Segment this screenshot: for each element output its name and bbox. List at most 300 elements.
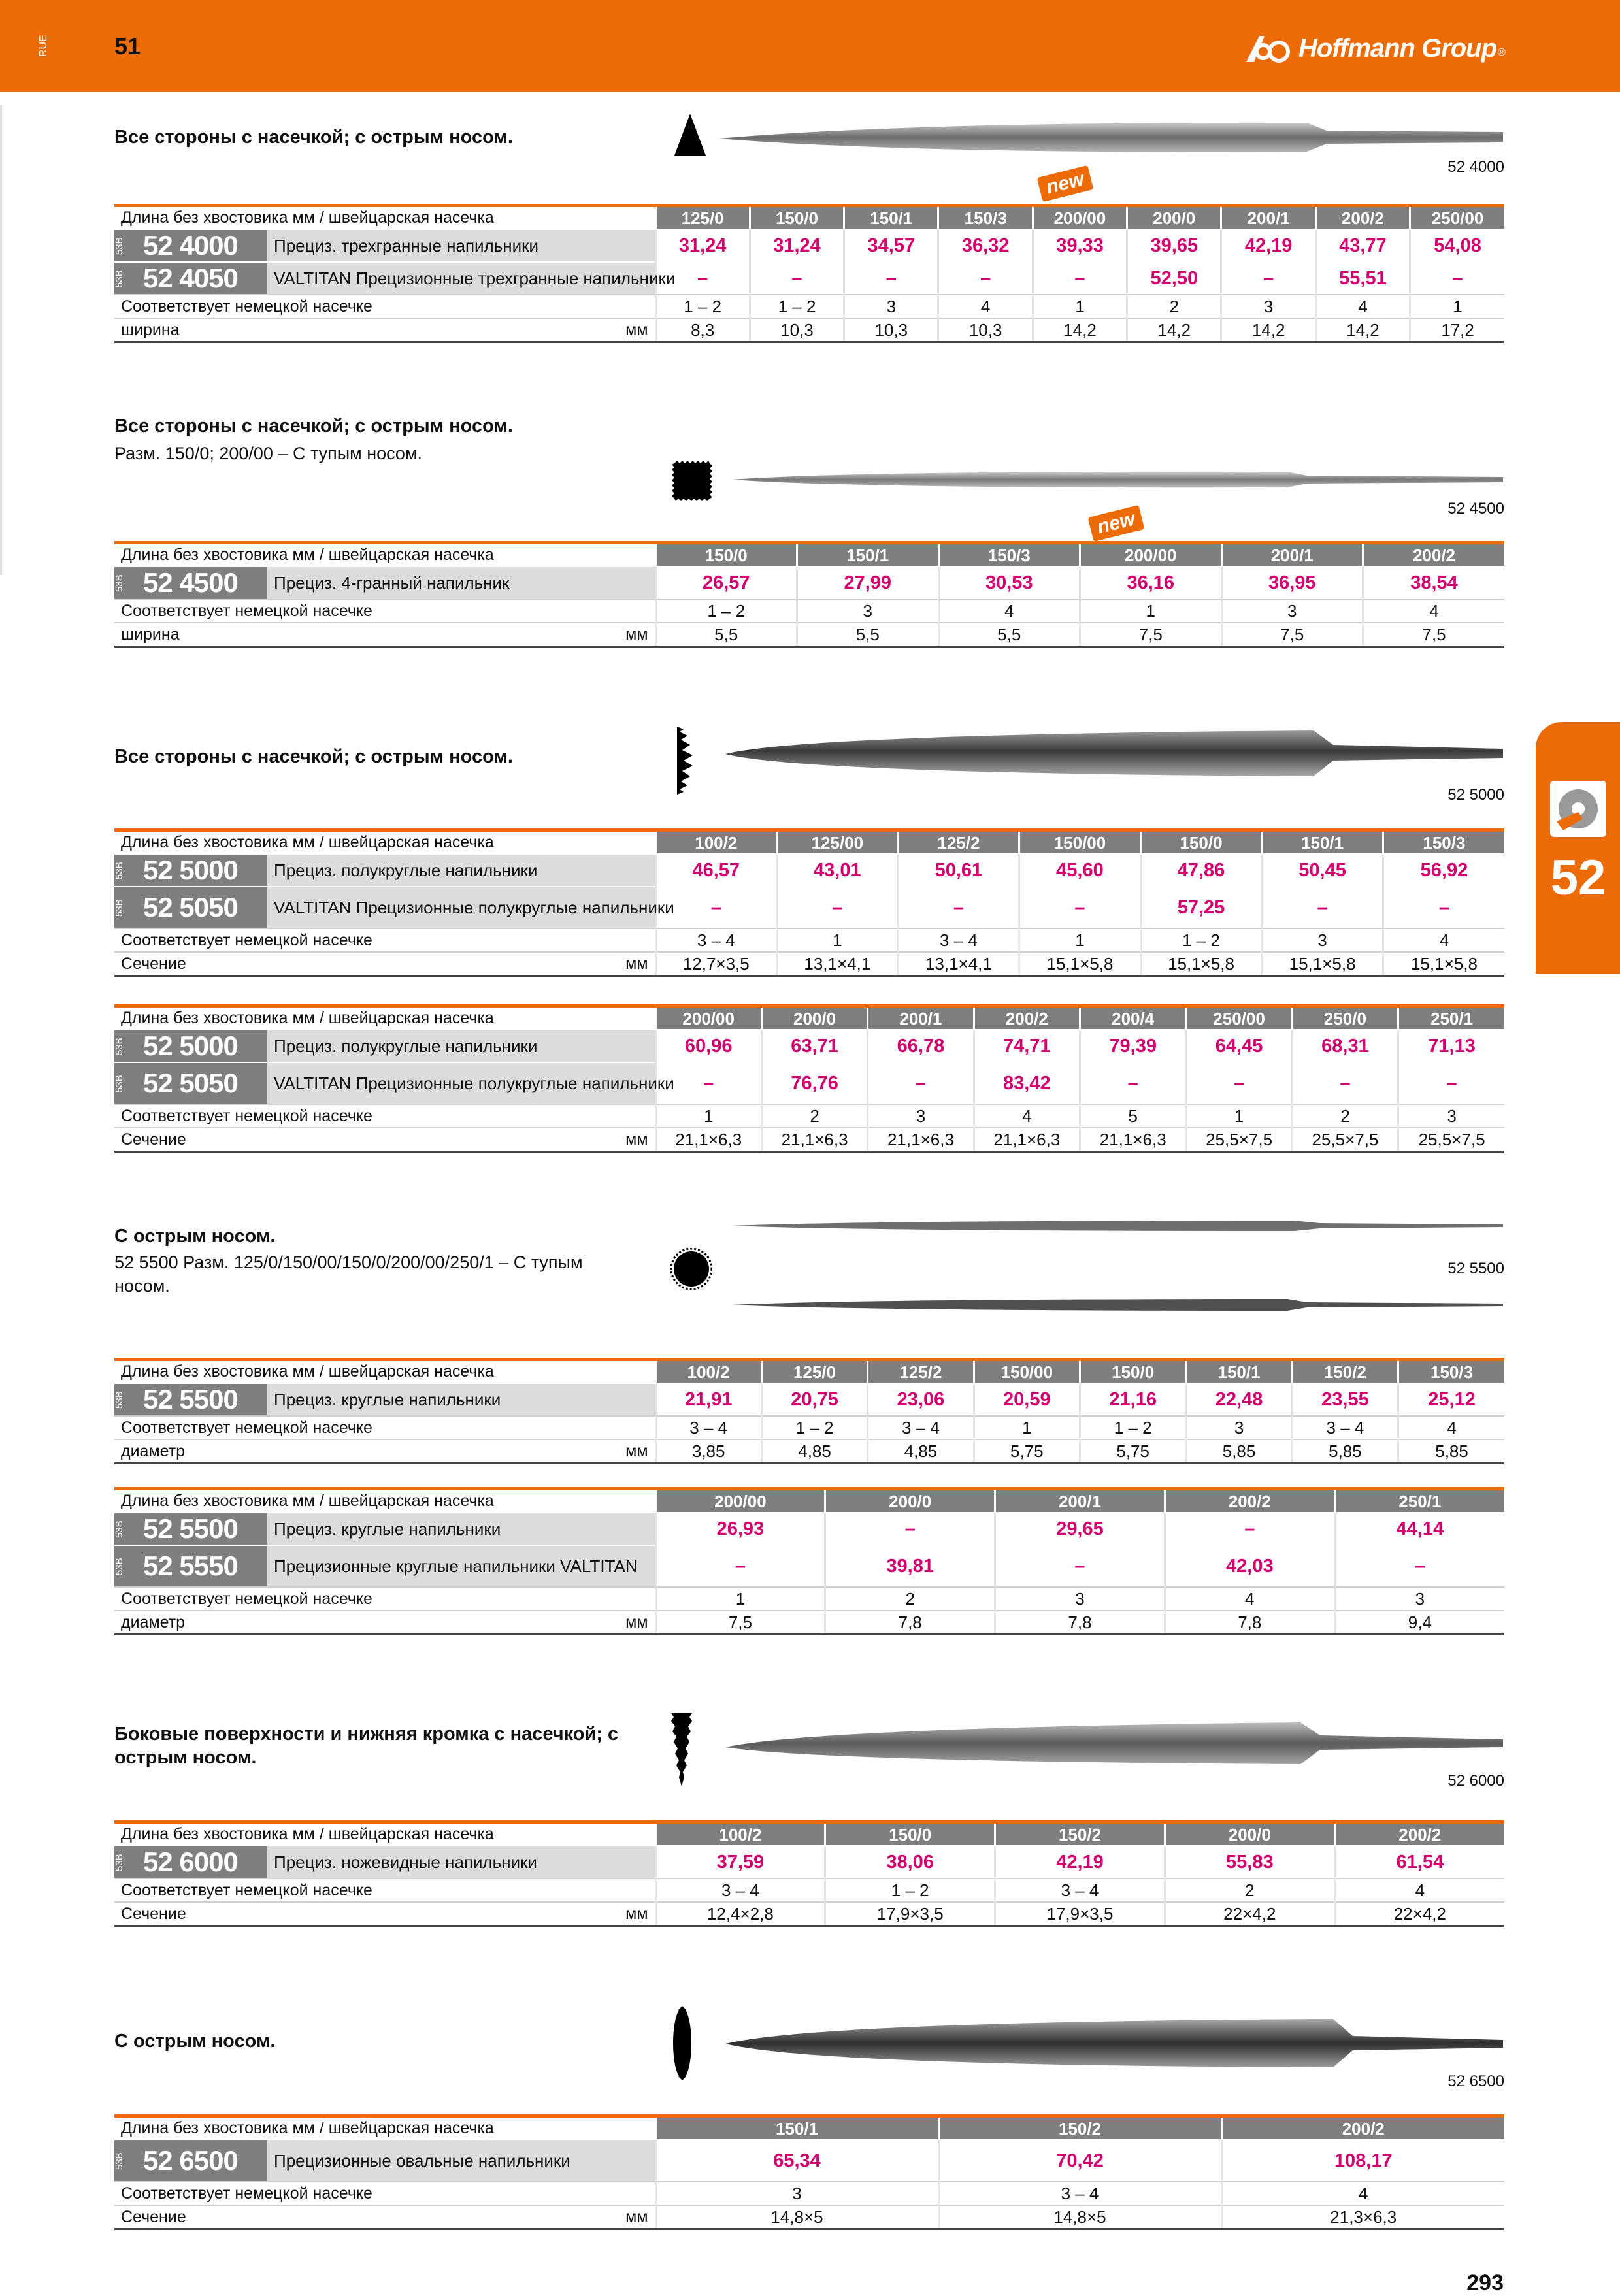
code-label: 53B: [114, 1854, 125, 1871]
article-code: 52 4500: [143, 567, 238, 598]
half-round-profile-icon: [668, 725, 694, 796]
matches-cell: 4: [1315, 295, 1410, 318]
language-code: RUE: [38, 35, 49, 57]
size-cell: 150/2: [995, 1822, 1165, 1846]
dimension-cell: 7,8: [995, 1611, 1165, 1635]
dimension-cell: 17,9×3,5: [995, 1902, 1165, 1926]
size-cell: 150/0: [655, 543, 797, 567]
spec-table: [114, 1358, 1504, 1464]
code-label: 53B: [114, 270, 125, 287]
code-label: 53B: [114, 862, 125, 879]
price-cell: 60,96: [655, 1030, 761, 1062]
dimension-cell: 4,85: [868, 1439, 974, 1464]
brand-name: Hoffmann Group: [1298, 33, 1497, 63]
size-header-row: [114, 206, 1504, 230]
dimension-row: [114, 1902, 1504, 1926]
price-cell: 47,86: [1140, 854, 1262, 887]
matches-row: [114, 1878, 1504, 1902]
dimension-label: ширина: [121, 320, 180, 339]
price-cell: 42,19: [995, 1846, 1165, 1878]
price-cell: 20,75: [761, 1383, 867, 1416]
left-margin-line: [0, 105, 2, 575]
file-image: [732, 1215, 1504, 1236]
price-cell: –: [1186, 1062, 1292, 1104]
matches-label: Соответствует немецкой насечке: [114, 1104, 655, 1128]
article-code: 52 6000: [143, 1846, 238, 1877]
dimension-cell: 13,1×4,1: [777, 952, 899, 976]
price-cell: 42,19: [1221, 229, 1315, 262]
section-heading: С острым носом.: [114, 1226, 276, 1247]
price-cell: 56,92: [1383, 854, 1504, 887]
size-cell: 150/1: [1186, 1360, 1292, 1384]
length-label: Длина без хвостовика мм / швейцарская насечка: [114, 1006, 655, 1030]
size-cell: 200/00: [1080, 543, 1222, 567]
dimension-row: [114, 1128, 1504, 1152]
dimension-label: Сечение: [121, 1904, 186, 1923]
matches-row: [114, 1416, 1504, 1439]
size-cell: 150/3: [1398, 1360, 1504, 1384]
product-row: [114, 1030, 1504, 1062]
matches-cell: 3: [1398, 1104, 1504, 1128]
product-row: [114, 1513, 1504, 1545]
product-name: VALTITAN Прецизионные трехгранные напильники: [274, 269, 676, 288]
file-image: [725, 1718, 1504, 1768]
price-cell: 23,55: [1292, 1383, 1398, 1416]
dimension-cell: 5,85: [1292, 1439, 1398, 1464]
size-cell: 150/1: [655, 2116, 938, 2140]
matches-cell: 1: [1080, 599, 1222, 623]
price-cell: 38,54: [1363, 566, 1505, 599]
size-header-row: [114, 1822, 1504, 1846]
matches-cell: 2: [825, 1587, 995, 1611]
section-heading: Все стороны с насечкой; с острым носом.: [114, 746, 513, 767]
price-cell: 71,13: [1398, 1030, 1504, 1062]
size-cell: 150/2: [938, 2116, 1221, 2140]
price-cell: –: [655, 1062, 761, 1104]
spec-table: [114, 828, 1504, 977]
matches-row: [114, 1104, 1504, 1128]
price-cell: 50,45: [1262, 854, 1383, 887]
grinding-disc-icon: [1550, 781, 1606, 837]
unit-label: мм: [625, 2207, 648, 2226]
price-cell: 23,06: [868, 1383, 974, 1416]
product-name: Прецизионные круглые напильники VALTITAN: [274, 1556, 638, 1576]
price-cell: –: [655, 1545, 825, 1587]
dimension-cell: 10,3: [750, 318, 844, 342]
price-cell: 31,24: [655, 229, 750, 262]
price-cell: 55,51: [1315, 262, 1410, 295]
matches-cell: 2: [761, 1104, 867, 1128]
matches-cell: 1: [1019, 928, 1141, 952]
dimension-label: диаметр: [121, 1441, 186, 1460]
size-cell: 200/1: [1221, 206, 1315, 230]
price-cell: 26,93: [655, 1513, 825, 1545]
dimension-cell: 10,3: [938, 318, 1033, 342]
dimension-cell: 7,8: [1165, 1611, 1334, 1635]
price-cell: –: [655, 262, 750, 295]
product-row: [114, 854, 1504, 887]
matches-cell: 3: [1262, 928, 1383, 952]
size-header-row: [114, 2116, 1504, 2140]
product-name: Прециз. полукруглые напильники: [274, 861, 538, 880]
header-bar: [0, 0, 1620, 92]
length-label: Длина без хвостовика мм / швейцарская насечка: [114, 2116, 655, 2140]
price-cell: 25,12: [1398, 1383, 1504, 1416]
price-cell: 29,65: [995, 1513, 1165, 1545]
price-cell: 39,33: [1033, 229, 1127, 262]
size-cell: 150/00: [1019, 830, 1141, 855]
matches-cell: 4: [1383, 928, 1504, 952]
dimension-label: Сечение: [121, 1130, 186, 1149]
dimension-cell: 21,1×6,3: [974, 1128, 1080, 1152]
dimension-row: [114, 623, 1504, 647]
code-label: 53B: [114, 2152, 125, 2170]
matches-cell: 3: [1221, 599, 1363, 623]
dimension-cell: 8,3: [655, 318, 750, 342]
size-cell: 250/1: [1398, 1006, 1504, 1030]
price-cell: –: [1292, 1062, 1398, 1104]
product-name: Прецизионные овальные напильники: [274, 2151, 570, 2171]
unit-label: мм: [625, 1441, 648, 1460]
matches-cell: 3: [868, 1104, 974, 1128]
size-header-row: [114, 543, 1504, 567]
dimension-cell: 22×4,2: [1165, 1902, 1334, 1926]
matches-cell: 3: [995, 1587, 1165, 1611]
length-label: Длина без хвостовика мм / швейцарская насечка: [114, 1489, 655, 1513]
article-code: 52 6500: [143, 2145, 238, 2176]
product-name: VALTITAN Прецизионные полукруглые напильники: [274, 898, 674, 917]
chapter-number: 52: [1550, 850, 1606, 906]
dimension-cell: 14,8×5: [938, 2205, 1221, 2229]
price-cell: 34,57: [844, 229, 938, 262]
dimension-cell: 5,75: [974, 1439, 1080, 1464]
spec-table: [114, 1820, 1504, 1927]
product-name: Прециз. полукруглые напильники: [274, 1036, 538, 1056]
size-cell: 125/0: [655, 206, 750, 230]
matches-cell: 4: [1398, 1416, 1504, 1439]
size-cell: 125/2: [898, 830, 1019, 855]
price-cell: 42,03: [1165, 1545, 1334, 1587]
knife-profile-icon: [670, 1712, 693, 1788]
size-cell: 200/4: [1080, 1006, 1186, 1030]
matches-cell: 3 – 4: [995, 1878, 1165, 1902]
dimension-cell: 3,85: [655, 1439, 761, 1464]
matches-label: Соответствует немецкой насечке: [114, 1587, 655, 1611]
price-cell: 30,53: [938, 566, 1080, 599]
file-image: [719, 118, 1504, 157]
dimension-cell: 9,4: [1334, 1611, 1504, 1635]
matches-cell: 4: [938, 295, 1033, 318]
price-cell: –: [1398, 1062, 1504, 1104]
size-cell: 150/1: [797, 543, 939, 567]
product-name: VALTITAN Прецизионные полукруглые напильники: [274, 1074, 674, 1093]
triangular-profile-icon: [673, 112, 707, 157]
product-row: [114, 229, 1504, 262]
matches-cell: 2: [1165, 1878, 1334, 1902]
file-image: [725, 2012, 1504, 2071]
file-image: [725, 725, 1504, 780]
price-cell: 50,61: [898, 854, 1019, 887]
page-number-bottom: 293: [1466, 2271, 1504, 2295]
size-cell: 200/0: [825, 1489, 995, 1513]
price-cell: –: [898, 887, 1019, 928]
size-cell: 150/1: [1262, 830, 1383, 855]
length-label: Длина без хвостовика мм / швейцарская насечка: [114, 830, 655, 855]
size-cell: 200/2: [1165, 1489, 1334, 1513]
unit-label: мм: [625, 320, 648, 339]
price-cell: –: [1033, 262, 1127, 295]
price-cell: –: [868, 1062, 974, 1104]
price-cell: 83,42: [974, 1062, 1080, 1104]
size-cell: 150/0: [825, 1822, 995, 1846]
price-cell: –: [995, 1545, 1165, 1587]
price-cell: –: [1165, 1513, 1334, 1545]
dimension-cell: 4,85: [761, 1439, 867, 1464]
price-cell: 70,42: [938, 2140, 1221, 2182]
size-cell: 125/2: [868, 1360, 974, 1384]
price-cell: 45,60: [1019, 854, 1141, 887]
product-row: [114, 1846, 1504, 1878]
price-cell: –: [1262, 887, 1383, 928]
square-profile-icon: [672, 461, 712, 501]
dimension-cell: 7,5: [1080, 623, 1222, 647]
size-cell: 200/1: [1221, 543, 1363, 567]
price-cell: –: [777, 887, 899, 928]
matches-cell: 3 – 4: [655, 1416, 761, 1439]
matches-cell: 4: [1221, 2182, 1504, 2205]
spec-table: [114, 204, 1504, 343]
matches-cell: 3: [655, 2182, 938, 2205]
price-cell: 22,48: [1186, 1383, 1292, 1416]
price-cell: –: [1019, 887, 1141, 928]
price-cell: 54,08: [1410, 229, 1504, 262]
new-badge: new: [1037, 165, 1094, 202]
size-cell: 200/2: [1221, 2116, 1504, 2140]
price-cell: 43,01: [777, 854, 899, 887]
dimension-cell: 5,5: [797, 623, 939, 647]
matches-cell: 4: [1165, 1587, 1334, 1611]
section-note: Разм. 150/0; 200/00 – С тупым носом.: [114, 444, 423, 463]
dimension-label: ширина: [121, 625, 180, 644]
matches-cell: 2: [1292, 1104, 1398, 1128]
price-cell: 61,54: [1334, 1846, 1504, 1878]
price-cell: 36,32: [938, 229, 1033, 262]
price-cell: –: [1383, 887, 1504, 928]
dimension-row: [114, 952, 1504, 976]
dimension-label: Сечение: [121, 2207, 186, 2226]
size-cell: 150/00: [974, 1360, 1080, 1384]
product-name: Прециз. ножевидные напильники: [274, 1852, 537, 1872]
dimension-cell: 22×4,2: [1334, 1902, 1504, 1926]
article-code: 52 5000: [143, 1030, 238, 1061]
price-cell: 26,57: [655, 566, 797, 599]
price-cell: –: [750, 262, 844, 295]
product-name: Прециз. трехгранные напильники: [274, 236, 539, 255]
product-row: [114, 1545, 1504, 1587]
matches-cell: 1: [655, 1587, 825, 1611]
article-number: 52 4000: [1447, 158, 1504, 176]
price-cell: 44,14: [1334, 1513, 1504, 1545]
article-code: 52 5000: [143, 855, 238, 885]
price-cell: 21,16: [1080, 1383, 1186, 1416]
dimension-row: [114, 1611, 1504, 1635]
article-number: 52 6500: [1447, 2073, 1504, 2090]
matches-cell: 1 – 2: [1080, 1416, 1186, 1439]
dimension-cell: 5,85: [1398, 1439, 1504, 1464]
price-cell: 31,24: [750, 229, 844, 262]
size-cell: 150/0: [1140, 830, 1262, 855]
unit-label: мм: [625, 1130, 648, 1149]
hoffmann-logo: [1245, 29, 1506, 68]
price-cell: 21,91: [655, 1383, 761, 1416]
size-cell: 250/00: [1410, 206, 1504, 230]
price-cell: 66,78: [868, 1030, 974, 1062]
dimension-cell: 5,85: [1186, 1439, 1292, 1464]
matches-row: [114, 599, 1504, 623]
matches-cell: 3 – 4: [868, 1416, 974, 1439]
dimension-cell: 5,5: [938, 623, 1080, 647]
size-cell: 150/0: [1080, 1360, 1186, 1384]
price-cell: –: [825, 1513, 995, 1545]
spec-table: [114, 541, 1504, 648]
dimension-row: [114, 1439, 1504, 1464]
matches-cell: 1: [655, 1104, 761, 1128]
matches-cell: 1: [974, 1416, 1080, 1439]
price-cell: 39,81: [825, 1545, 995, 1587]
size-cell: 200/2: [1363, 543, 1505, 567]
article-number: 52 5000: [1447, 786, 1504, 804]
new-badge: new: [1088, 505, 1145, 542]
price-cell: –: [655, 887, 777, 928]
product-row: [114, 262, 1504, 295]
price-cell: 63,71: [761, 1030, 867, 1062]
dimension-cell: 7,5: [655, 1611, 825, 1635]
price-cell: 20,59: [974, 1383, 1080, 1416]
dimension-cell: 12,4×2,8: [655, 1902, 825, 1926]
matches-label: Соответствует немецкой насечке: [114, 295, 655, 318]
code-label: 53B: [114, 574, 125, 592]
dimension-cell: 21,1×6,3: [868, 1128, 974, 1152]
size-cell: 200/00: [655, 1489, 825, 1513]
size-cell: 125/0: [761, 1360, 867, 1384]
size-cell: 150/2: [1292, 1360, 1398, 1384]
product-row: [114, 887, 1504, 928]
size-cell: 150/1: [844, 206, 938, 230]
price-cell: 108,17: [1221, 2140, 1504, 2182]
matches-cell: 4: [938, 599, 1080, 623]
matches-cell: 1 – 2: [1140, 928, 1262, 952]
spec-table: [114, 1004, 1504, 1153]
size-cell: 200/2: [1334, 1822, 1504, 1846]
article-code: 52 4000: [143, 230, 238, 261]
dimension-cell: 5,5: [655, 623, 797, 647]
dimension-cell: 14,2: [1315, 318, 1410, 342]
product-name: Прециз. круглые напильники: [274, 1390, 501, 1409]
dimension-cell: 7,5: [1363, 623, 1505, 647]
dimension-cell: 14,2: [1033, 318, 1127, 342]
dimension-cell: 12,7×3,5: [655, 952, 777, 976]
matches-cell: 3: [844, 295, 938, 318]
matches-cell: 3 – 4: [655, 1878, 825, 1902]
size-header-row: [114, 1006, 1504, 1030]
dimension-cell: 14,2: [1127, 318, 1221, 342]
matches-cell: 1 – 2: [655, 295, 750, 318]
section-heading: Боковые поверхности и нижняя кромка с насечкой; с острым носом.: [114, 1724, 619, 1768]
code-label: 53B: [114, 899, 125, 917]
matches-cell: 1 – 2: [825, 1878, 995, 1902]
code-label: 53B: [114, 1075, 125, 1092]
section-heading: Все стороны с насечкой; с острым носом.: [114, 416, 513, 436]
matches-cell: 4: [1334, 1878, 1504, 1902]
price-cell: 27,99: [797, 566, 939, 599]
size-cell: 100/2: [655, 1360, 761, 1384]
code-label: 53B: [114, 1391, 125, 1409]
dimension-cell: 15,1×5,8: [1140, 952, 1262, 976]
article-number: 52 4500: [1447, 500, 1504, 517]
size-cell: 125/00: [777, 830, 899, 855]
size-cell: 250/00: [1186, 1006, 1292, 1030]
length-label: Длина без хвостовика мм / швейцарская насечка: [114, 543, 655, 567]
price-cell: 74,71: [974, 1030, 1080, 1062]
size-cell: 200/2: [1315, 206, 1410, 230]
section-note: 52 5500 Разм. 125/0/150/00/150/0/200/00/250/1 – С тупым носом.: [114, 1253, 583, 1296]
matches-cell: 3 – 4: [938, 2182, 1221, 2205]
length-label: Длина без хвостовика мм / швейцарская насечка: [114, 1822, 655, 1846]
section-heading: С острым носом.: [114, 2031, 276, 2052]
file-image: [732, 1295, 1504, 1315]
price-cell: –: [938, 262, 1033, 295]
size-cell: 200/00: [655, 1006, 761, 1030]
price-cell: 39,65: [1127, 229, 1221, 262]
matches-cell: 2: [1127, 295, 1221, 318]
dimension-cell: 25,5×7,5: [1186, 1128, 1292, 1152]
unit-label: мм: [625, 625, 648, 644]
price-cell: 46,57: [655, 854, 777, 887]
size-cell: 250/0: [1292, 1006, 1398, 1030]
size-cell: 100/2: [655, 1822, 825, 1846]
dimension-cell: 14,2: [1221, 318, 1315, 342]
price-cell: 57,25: [1140, 887, 1262, 928]
size-cell: 150/3: [1383, 830, 1504, 855]
dimension-label: Сечение: [121, 954, 186, 973]
price-cell: –: [1221, 262, 1315, 295]
dimension-cell: 21,3×6,3: [1221, 2205, 1504, 2229]
code-label: 53B: [114, 1038, 125, 1055]
oval-profile-icon: [668, 2005, 697, 2082]
matches-cell: 5: [1080, 1104, 1186, 1128]
page-number-top: 51: [114, 33, 141, 59]
unit-label: мм: [625, 954, 648, 973]
matches-cell: 1 – 2: [750, 295, 844, 318]
matches-cell: 1: [1410, 295, 1504, 318]
dimension-row: [114, 318, 1504, 342]
price-cell: 79,39: [1080, 1030, 1186, 1062]
matches-cell: 1: [1033, 295, 1127, 318]
price-cell: 43,77: [1315, 229, 1410, 262]
spec-table: [114, 1487, 1504, 1635]
matches-label: Соответствует немецкой насечке: [114, 2182, 655, 2205]
length-label: Длина без хвостовика мм / швейцарская насечка: [114, 1360, 655, 1384]
dimension-row: [114, 2205, 1504, 2229]
size-header-row: [114, 830, 1504, 855]
price-cell: –: [844, 262, 938, 295]
matches-label: Соответствует немецкой насечке: [114, 928, 655, 952]
product-row: [114, 1383, 1504, 1416]
size-cell: 200/0: [1127, 206, 1221, 230]
matches-cell: 3 – 4: [655, 928, 777, 952]
dimension-cell: 17,9×3,5: [825, 1902, 995, 1926]
size-cell: 200/2: [974, 1006, 1080, 1030]
